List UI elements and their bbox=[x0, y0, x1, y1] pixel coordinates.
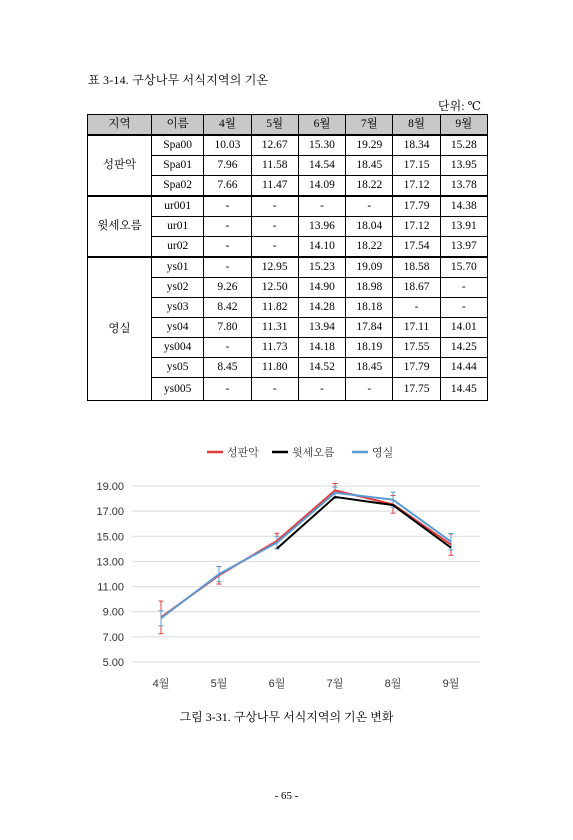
x-tick-label: 7월 bbox=[326, 678, 344, 690]
header-cell: 6월 bbox=[298, 115, 345, 136]
header-cell: 5월 bbox=[251, 115, 298, 136]
value-cell: 17.12 bbox=[393, 217, 440, 237]
x-tick-label: 5월 bbox=[210, 678, 228, 690]
site-name-cell: ys01 bbox=[152, 257, 204, 278]
value-cell: - bbox=[204, 378, 251, 401]
value-cell: 17.55 bbox=[393, 338, 440, 358]
value-cell: 13.91 bbox=[440, 217, 487, 237]
header-cell: 7월 bbox=[346, 115, 393, 136]
value-cell: 14.52 bbox=[298, 358, 345, 378]
table-row bbox=[88, 135, 488, 156]
value-cell: 7.80 bbox=[204, 318, 251, 338]
value-cell: 18.22 bbox=[346, 176, 393, 197]
value-cell: 9.26 bbox=[204, 278, 251, 298]
value-cell: 17.15 bbox=[393, 156, 440, 176]
value-cell: - bbox=[204, 257, 251, 278]
y-tick-label: 13.00 bbox=[96, 556, 124, 569]
value-cell: - bbox=[298, 196, 345, 217]
value-cell: - bbox=[251, 196, 298, 217]
value-cell: 18.04 bbox=[346, 217, 393, 237]
y-tick-label: 11.00 bbox=[97, 581, 124, 594]
legend-label: 성판악 bbox=[227, 447, 259, 459]
temperature-chart bbox=[82, 438, 492, 698]
value-cell: 7.66 bbox=[204, 176, 251, 197]
site-name-cell: ys05 bbox=[152, 358, 204, 378]
value-cell: 13.96 bbox=[298, 217, 345, 237]
value-cell: 14.54 bbox=[298, 156, 345, 176]
legend-label: 윗세오름 bbox=[292, 447, 335, 459]
value-cell: 11.58 bbox=[251, 156, 298, 176]
value-cell: 11.82 bbox=[251, 298, 298, 318]
value-cell: - bbox=[346, 378, 393, 401]
header-row bbox=[88, 115, 488, 136]
value-cell: 18.98 bbox=[346, 278, 393, 298]
value-cell: - bbox=[251, 217, 298, 237]
value-cell: 18.34 bbox=[393, 135, 440, 156]
site-name-cell: ys04 bbox=[152, 318, 204, 338]
value-cell: 17.11 bbox=[393, 318, 440, 338]
page-number: - 65 - bbox=[274, 790, 299, 802]
site-name-cell: Spa00 bbox=[152, 135, 204, 156]
site-name-cell: ys004 bbox=[152, 338, 204, 358]
value-cell: 14.10 bbox=[298, 237, 345, 258]
value-cell: 18.67 bbox=[393, 278, 440, 298]
region-cell: 영실 bbox=[88, 257, 152, 401]
value-cell: 17.84 bbox=[346, 318, 393, 338]
value-cell: 14.38 bbox=[440, 196, 487, 217]
x-tick-label: 4월 bbox=[152, 678, 170, 690]
value-cell: - bbox=[204, 196, 251, 217]
header-cell: 이름 bbox=[152, 115, 204, 136]
value-cell: 14.09 bbox=[298, 176, 345, 197]
value-cell: - bbox=[251, 378, 298, 401]
value-cell: - bbox=[393, 298, 440, 318]
value-cell: 12.95 bbox=[251, 257, 298, 278]
table-row bbox=[88, 257, 488, 278]
value-cell: 17.12 bbox=[393, 176, 440, 197]
value-cell: 18.45 bbox=[346, 156, 393, 176]
figure-caption: 그림 3-31. 구상나무 서식지역의 기온 변화 bbox=[179, 710, 394, 724]
site-name-cell: ys005 bbox=[152, 378, 204, 401]
chart-svg bbox=[82, 438, 492, 698]
region-cell: 성판악 bbox=[88, 135, 152, 196]
value-cell: 14.44 bbox=[440, 358, 487, 378]
value-cell: 13.95 bbox=[440, 156, 487, 176]
value-cell: 12.67 bbox=[251, 135, 298, 156]
value-cell: 17.79 bbox=[393, 196, 440, 217]
value-cell: 8.45 bbox=[204, 358, 251, 378]
value-cell: 15.28 bbox=[440, 135, 487, 156]
value-cell: - bbox=[346, 196, 393, 217]
site-name-cell: ur001 bbox=[152, 196, 204, 217]
value-cell: 19.29 bbox=[346, 135, 393, 156]
y-tick-label: 5.00 bbox=[102, 657, 124, 669]
table-body bbox=[88, 135, 488, 401]
value-cell: 15.70 bbox=[440, 257, 487, 278]
value-cell: 18.18 bbox=[346, 298, 393, 318]
value-cell: - bbox=[440, 278, 487, 298]
value-cell: 15.30 bbox=[298, 135, 345, 156]
header-cell: 지역 bbox=[88, 115, 152, 136]
value-cell: - bbox=[204, 237, 251, 258]
value-cell: 17.54 bbox=[393, 237, 440, 258]
value-cell: - bbox=[204, 338, 251, 358]
y-tick-label: 15.00 bbox=[96, 531, 124, 544]
value-cell: - bbox=[440, 298, 487, 318]
value-cell: 14.45 bbox=[440, 378, 487, 401]
value-cell: 13.94 bbox=[298, 318, 345, 338]
value-cell: 17.79 bbox=[393, 358, 440, 378]
value-cell: 14.25 bbox=[440, 338, 487, 358]
x-tick-label: 8월 bbox=[384, 678, 402, 690]
value-cell: 7.96 bbox=[204, 156, 251, 176]
value-cell: 14.01 bbox=[440, 318, 487, 338]
header-cell: 8월 bbox=[393, 115, 440, 136]
y-tick-label: 17.00 bbox=[96, 506, 124, 519]
value-cell: 8.42 bbox=[204, 298, 251, 318]
value-cell: 14.90 bbox=[298, 278, 345, 298]
x-tick-label: 6월 bbox=[268, 678, 286, 690]
value-cell: 18.19 bbox=[346, 338, 393, 358]
table-header bbox=[88, 115, 488, 136]
value-cell: 18.58 bbox=[393, 257, 440, 278]
value-cell: 14.28 bbox=[298, 298, 345, 318]
site-name-cell: Spa02 bbox=[152, 176, 204, 197]
value-cell: 13.78 bbox=[440, 176, 487, 197]
x-tick-label: 9월 bbox=[442, 678, 460, 690]
value-cell: 15.23 bbox=[298, 257, 345, 278]
value-cell: 10.03 bbox=[204, 135, 251, 156]
table-caption: 표 3-14. 구상나무 서식지역의 기온 bbox=[88, 73, 269, 87]
value-cell: 18.45 bbox=[346, 358, 393, 378]
temperature-table bbox=[87, 114, 488, 401]
value-cell: - bbox=[298, 378, 345, 401]
region-cell: 윗세오름 bbox=[88, 196, 152, 257]
value-cell: 13.97 bbox=[440, 237, 487, 258]
value-cell: 12.50 bbox=[251, 278, 298, 298]
site-name-cell: ur02 bbox=[152, 237, 204, 258]
site-name-cell: ur01 bbox=[152, 217, 204, 237]
y-tick-label: 9.00 bbox=[102, 606, 124, 619]
table-row bbox=[88, 196, 488, 217]
value-cell: 18.22 bbox=[346, 237, 393, 258]
value-cell: 11.47 bbox=[251, 176, 298, 197]
header-cell: 9월 bbox=[440, 115, 487, 136]
value-cell: 14.18 bbox=[298, 338, 345, 358]
header-cell: 4월 bbox=[204, 115, 251, 136]
site-name-cell: ys02 bbox=[152, 278, 204, 298]
value-cell: 17.75 bbox=[393, 378, 440, 401]
value-cell: - bbox=[204, 217, 251, 237]
value-cell: - bbox=[251, 237, 298, 258]
y-tick-label: 7.00 bbox=[102, 631, 124, 644]
unit-label: 단위: ℃ bbox=[438, 99, 481, 113]
value-cell: 11.31 bbox=[251, 318, 298, 338]
y-tick-label: 19.00 bbox=[96, 481, 124, 493]
legend-label: 영실 bbox=[372, 447, 394, 459]
value-cell: 11.80 bbox=[251, 358, 298, 378]
value-cell: 11.73 bbox=[251, 338, 298, 358]
site-name-cell: ys03 bbox=[152, 298, 204, 318]
value-cell: 19.09 bbox=[346, 257, 393, 278]
site-name-cell: Spa01 bbox=[152, 156, 204, 176]
